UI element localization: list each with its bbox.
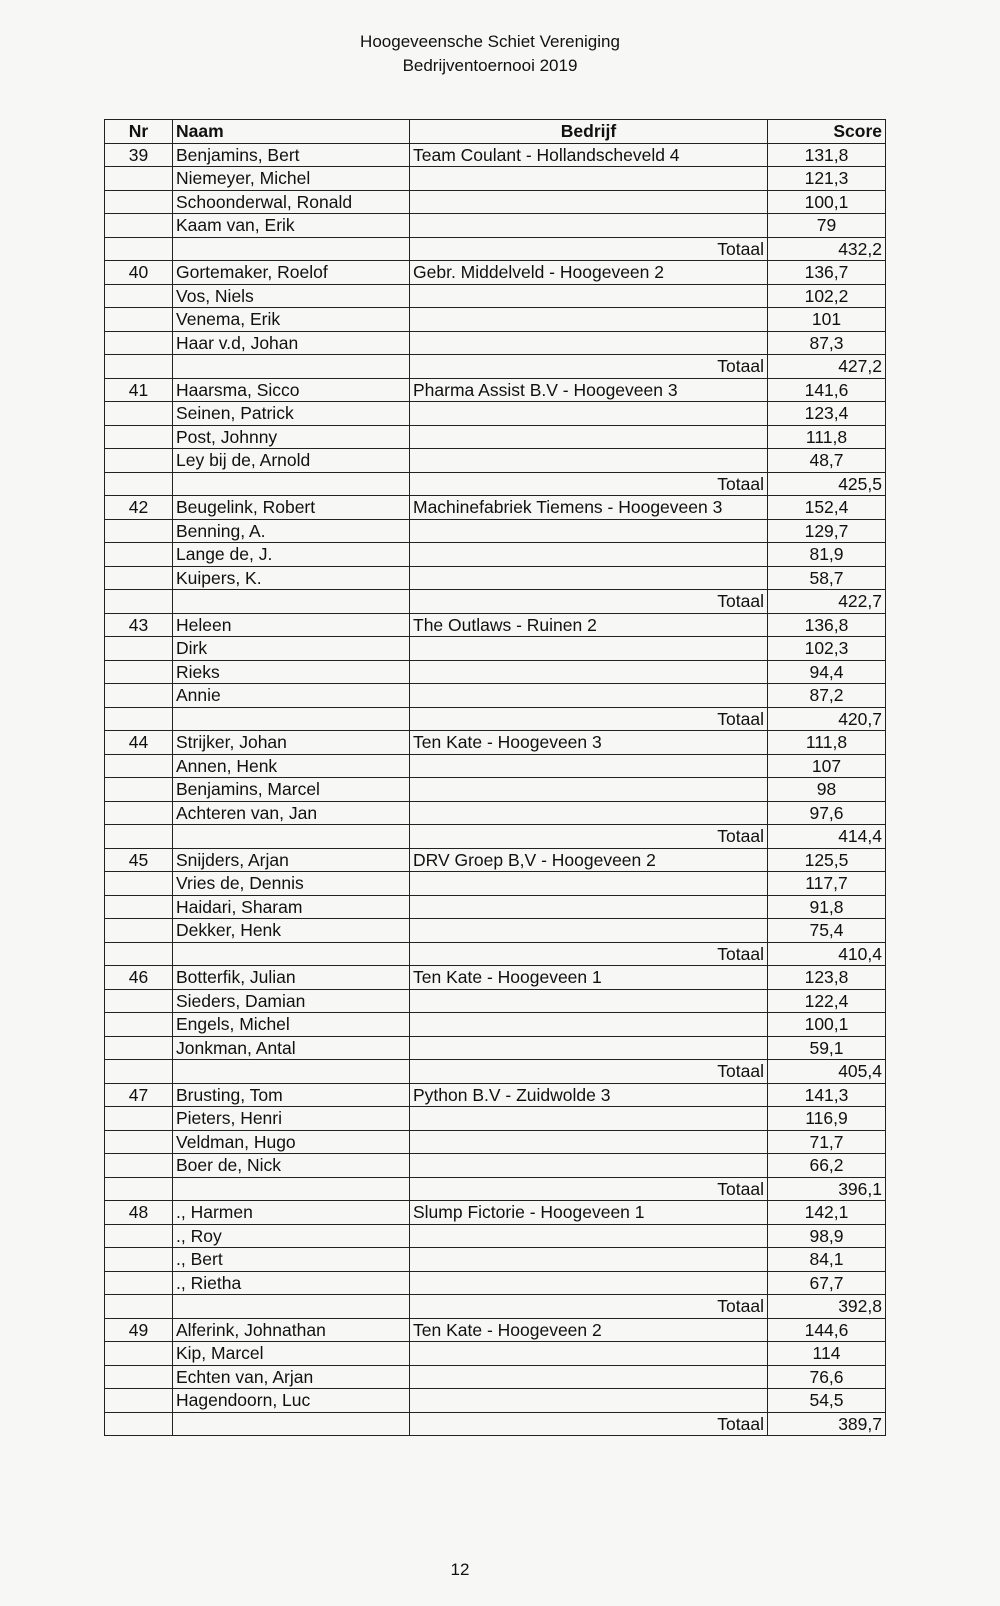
shooter-score: 102,3 bbox=[768, 637, 886, 661]
team-number bbox=[105, 1271, 173, 1295]
document-header bbox=[0, 30, 980, 78]
company-name bbox=[410, 1271, 768, 1295]
table-row bbox=[105, 1083, 886, 1107]
page-number: 12 bbox=[450, 1560, 470, 1579]
total-label: Totaal bbox=[410, 355, 768, 379]
table-row bbox=[105, 1365, 886, 1389]
shooter-score: 123,4 bbox=[768, 402, 886, 426]
shooter-name: Boer de, Nick bbox=[173, 1154, 410, 1178]
shooter-score: 98 bbox=[768, 778, 886, 802]
shooter-name: Jonkman, Antal bbox=[173, 1036, 410, 1060]
shooter-name: Schoonderwal, Ronald bbox=[173, 190, 410, 214]
empty-cell bbox=[173, 942, 410, 966]
shooter-score: 131,8 bbox=[768, 143, 886, 167]
shooter-name: Annie bbox=[173, 684, 410, 708]
team-number: 46 bbox=[105, 966, 173, 990]
table-row bbox=[105, 519, 886, 543]
team-number bbox=[105, 190, 173, 214]
team-number: 41 bbox=[105, 378, 173, 402]
total-label: Totaal bbox=[410, 1060, 768, 1084]
total-label: Totaal bbox=[410, 942, 768, 966]
shooter-name: ., Roy bbox=[173, 1224, 410, 1248]
team-number bbox=[105, 801, 173, 825]
shooter-score: 116,9 bbox=[768, 1107, 886, 1131]
shooter-name: ., Bert bbox=[173, 1248, 410, 1272]
table-row bbox=[105, 1389, 886, 1413]
team-number bbox=[105, 1013, 173, 1037]
shooter-name: Gortemaker, Roelof bbox=[173, 261, 410, 285]
shooter-name: Strijker, Johan bbox=[173, 731, 410, 755]
table-row bbox=[105, 449, 886, 473]
team-total-score: 396,1 bbox=[768, 1177, 886, 1201]
company-name: Gebr. Middelveld - Hoogeveen 2 bbox=[410, 261, 768, 285]
shooter-name: Veldman, Hugo bbox=[173, 1130, 410, 1154]
shooter-score: 91,8 bbox=[768, 895, 886, 919]
empty-cell bbox=[105, 825, 173, 849]
table-row bbox=[105, 989, 886, 1013]
team-number bbox=[105, 566, 173, 590]
shooter-score: 141,3 bbox=[768, 1083, 886, 1107]
empty-cell bbox=[105, 355, 173, 379]
company-name bbox=[410, 778, 768, 802]
total-label: Totaal bbox=[410, 1412, 768, 1436]
company-name bbox=[410, 519, 768, 543]
team-number bbox=[105, 519, 173, 543]
table-row bbox=[105, 566, 886, 590]
company-name bbox=[410, 872, 768, 896]
shooter-name: Dekker, Henk bbox=[173, 919, 410, 943]
team-number bbox=[105, 778, 173, 802]
table-row bbox=[105, 331, 886, 355]
table-row bbox=[105, 543, 886, 567]
total-label: Totaal bbox=[410, 1295, 768, 1319]
team-number bbox=[105, 1224, 173, 1248]
team-total-score: 389,7 bbox=[768, 1412, 886, 1436]
shooter-name: ., Rietha bbox=[173, 1271, 410, 1295]
table-row bbox=[105, 1342, 886, 1366]
team-number bbox=[105, 308, 173, 332]
team-number bbox=[105, 1107, 173, 1131]
company-name bbox=[410, 1389, 768, 1413]
team-number: 49 bbox=[105, 1318, 173, 1342]
company-name bbox=[410, 167, 768, 191]
shooter-score: 94,4 bbox=[768, 660, 886, 684]
table-row bbox=[105, 1154, 886, 1178]
table-row bbox=[105, 1107, 886, 1131]
shooter-name: Benjamins, Marcel bbox=[173, 778, 410, 802]
shooter-score: 87,2 bbox=[768, 684, 886, 708]
team-number bbox=[105, 1248, 173, 1272]
table-row bbox=[105, 1224, 886, 1248]
shooter-name: Dirk bbox=[173, 637, 410, 661]
table-row bbox=[105, 895, 886, 919]
company-name bbox=[410, 895, 768, 919]
table-row bbox=[105, 143, 886, 167]
shooter-name: Rieks bbox=[173, 660, 410, 684]
company-name: DRV Groep B,V - Hoogeveen 2 bbox=[410, 848, 768, 872]
table-row bbox=[105, 214, 886, 238]
team-total-score: 392,8 bbox=[768, 1295, 886, 1319]
company-name bbox=[410, 449, 768, 473]
shooter-score: 67,7 bbox=[768, 1271, 886, 1295]
team-number bbox=[105, 1389, 173, 1413]
empty-cell bbox=[173, 237, 410, 261]
total-label: Totaal bbox=[410, 472, 768, 496]
team-total-row bbox=[105, 1177, 886, 1201]
team-total-row bbox=[105, 237, 886, 261]
shooter-name: Brusting, Tom bbox=[173, 1083, 410, 1107]
team-number: 44 bbox=[105, 731, 173, 755]
team-total-score: 405,4 bbox=[768, 1060, 886, 1084]
team-total-score: 422,7 bbox=[768, 590, 886, 614]
company-name bbox=[410, 1365, 768, 1389]
empty-cell bbox=[173, 472, 410, 496]
shooter-score: 66,2 bbox=[768, 1154, 886, 1178]
company-name bbox=[410, 1107, 768, 1131]
shooter-score: 48,7 bbox=[768, 449, 886, 473]
team-number bbox=[105, 895, 173, 919]
empty-cell bbox=[173, 1060, 410, 1084]
company-name bbox=[410, 1154, 768, 1178]
team-total-score: 425,5 bbox=[768, 472, 886, 496]
table-row bbox=[105, 684, 886, 708]
shooter-score: 79 bbox=[768, 214, 886, 238]
table-row bbox=[105, 1248, 886, 1272]
table-row bbox=[105, 1013, 886, 1037]
table-row bbox=[105, 801, 886, 825]
tournament-title: Bedrijventoernooi 2019 bbox=[402, 56, 578, 75]
table-row bbox=[105, 190, 886, 214]
company-name bbox=[410, 1248, 768, 1272]
shooter-score: 142,1 bbox=[768, 1201, 886, 1225]
shooter-score: 75,4 bbox=[768, 919, 886, 943]
shooter-name: Benjamins, Bert bbox=[173, 143, 410, 167]
empty-cell bbox=[105, 590, 173, 614]
shooter-name: Engels, Michel bbox=[173, 1013, 410, 1037]
company-name bbox=[410, 331, 768, 355]
shooter-name: Lange de, J. bbox=[173, 543, 410, 567]
team-number bbox=[105, 1154, 173, 1178]
team-number bbox=[105, 1130, 173, 1154]
table-row bbox=[105, 848, 886, 872]
team-total-row bbox=[105, 1060, 886, 1084]
team-number: 47 bbox=[105, 1083, 173, 1107]
shooter-name: ., Harmen bbox=[173, 1201, 410, 1225]
shooter-name: Botterfik, Julian bbox=[173, 966, 410, 990]
company-name bbox=[410, 660, 768, 684]
total-label: Totaal bbox=[410, 1177, 768, 1201]
shooter-name: Vries de, Dennis bbox=[173, 872, 410, 896]
company-name bbox=[410, 284, 768, 308]
team-number bbox=[105, 402, 173, 426]
table-row bbox=[105, 613, 886, 637]
shooter-score: 125,5 bbox=[768, 848, 886, 872]
company-name: The Outlaws - Ruinen 2 bbox=[410, 613, 768, 637]
company-name: Team Coulant - Hollandscheveld 4 bbox=[410, 143, 768, 167]
shooter-score: 81,9 bbox=[768, 543, 886, 567]
shooter-name: Alferink, Johnathan bbox=[173, 1318, 410, 1342]
table-row bbox=[105, 1201, 886, 1225]
column-header-naam: Naam bbox=[173, 120, 410, 144]
table-row bbox=[105, 378, 886, 402]
team-number: 40 bbox=[105, 261, 173, 285]
score-table bbox=[104, 119, 886, 1436]
shooter-score: 58,7 bbox=[768, 566, 886, 590]
table-row bbox=[105, 919, 886, 943]
team-number bbox=[105, 660, 173, 684]
company-name bbox=[410, 402, 768, 426]
team-number bbox=[105, 754, 173, 778]
team-total-score: 410,4 bbox=[768, 942, 886, 966]
team-number: 45 bbox=[105, 848, 173, 872]
club-name: Hoogeveensche Schiet Vereniging bbox=[360, 32, 620, 51]
shooter-name: Annen, Henk bbox=[173, 754, 410, 778]
empty-cell bbox=[173, 355, 410, 379]
team-number: 43 bbox=[105, 613, 173, 637]
empty-cell bbox=[173, 590, 410, 614]
total-label: Totaal bbox=[410, 825, 768, 849]
team-total-row bbox=[105, 472, 886, 496]
company-name bbox=[410, 684, 768, 708]
shooter-score: 100,1 bbox=[768, 1013, 886, 1037]
shooter-score: 121,3 bbox=[768, 167, 886, 191]
shooter-score: 111,8 bbox=[768, 731, 886, 755]
shooter-name: Haar v.d, Johan bbox=[173, 331, 410, 355]
shooter-score: 117,7 bbox=[768, 872, 886, 896]
team-number bbox=[105, 989, 173, 1013]
team-number: 48 bbox=[105, 1201, 173, 1225]
shooter-name: Benning, A. bbox=[173, 519, 410, 543]
shooter-score: 71,7 bbox=[768, 1130, 886, 1154]
shooter-score: 54,5 bbox=[768, 1389, 886, 1413]
shooter-score: 111,8 bbox=[768, 425, 886, 449]
total-label: Totaal bbox=[410, 707, 768, 731]
shooter-name: Kaam van, Erik bbox=[173, 214, 410, 238]
column-header-bedrijf: Bedrijf bbox=[410, 120, 768, 144]
table-row bbox=[105, 1271, 886, 1295]
shooter-name: Echten van, Arjan bbox=[173, 1365, 410, 1389]
team-number bbox=[105, 872, 173, 896]
shooter-score: 84,1 bbox=[768, 1248, 886, 1272]
table-row bbox=[105, 425, 886, 449]
company-name bbox=[410, 1224, 768, 1248]
company-name bbox=[410, 425, 768, 449]
team-total-row bbox=[105, 1412, 886, 1436]
table-row bbox=[105, 496, 886, 520]
shooter-name: Haidari, Sharam bbox=[173, 895, 410, 919]
empty-cell bbox=[173, 1412, 410, 1436]
team-number bbox=[105, 684, 173, 708]
empty-cell bbox=[105, 1177, 173, 1201]
empty-cell bbox=[105, 942, 173, 966]
shooter-score: 100,1 bbox=[768, 190, 886, 214]
shooter-score: 59,1 bbox=[768, 1036, 886, 1060]
shooter-score: 97,6 bbox=[768, 801, 886, 825]
team-total-row bbox=[105, 707, 886, 731]
company-name: Ten Kate - Hoogeveen 2 bbox=[410, 1318, 768, 1342]
table-row bbox=[105, 1130, 886, 1154]
company-name bbox=[410, 1036, 768, 1060]
table-row bbox=[105, 872, 886, 896]
shooter-name: Ley bij de, Arnold bbox=[173, 449, 410, 473]
shooter-score: 136,7 bbox=[768, 261, 886, 285]
company-name bbox=[410, 919, 768, 943]
company-name bbox=[410, 1342, 768, 1366]
shooter-name: Seinen, Patrick bbox=[173, 402, 410, 426]
team-total-row bbox=[105, 1295, 886, 1319]
team-total-score: 427,2 bbox=[768, 355, 886, 379]
team-total-score: 432,2 bbox=[768, 237, 886, 261]
shooter-score: 141,6 bbox=[768, 378, 886, 402]
empty-cell bbox=[173, 825, 410, 849]
shooter-name: Niemeyer, Michel bbox=[173, 167, 410, 191]
column-header-nr: Nr bbox=[105, 120, 173, 144]
shooter-name: Vos, Niels bbox=[173, 284, 410, 308]
shooter-name: Kip, Marcel bbox=[173, 1342, 410, 1366]
team-number bbox=[105, 167, 173, 191]
shooter-name: Hagendoorn, Luc bbox=[173, 1389, 410, 1413]
table-row bbox=[105, 308, 886, 332]
team-total-row bbox=[105, 590, 886, 614]
shooter-score: 98,9 bbox=[768, 1224, 886, 1248]
company-name bbox=[410, 801, 768, 825]
table-row bbox=[105, 1036, 886, 1060]
shooter-name: Achteren van, Jan bbox=[173, 801, 410, 825]
team-number bbox=[105, 1036, 173, 1060]
shooter-name: Post, Johnny bbox=[173, 425, 410, 449]
team-number bbox=[105, 543, 173, 567]
shooter-name: Sieders, Damian bbox=[173, 989, 410, 1013]
shooter-score: 114 bbox=[768, 1342, 886, 1366]
empty-cell bbox=[105, 1060, 173, 1084]
table-row bbox=[105, 261, 886, 285]
empty-cell bbox=[105, 707, 173, 731]
team-total-row bbox=[105, 355, 886, 379]
shooter-score: 136,8 bbox=[768, 613, 886, 637]
shooter-score: 76,6 bbox=[768, 1365, 886, 1389]
table-body bbox=[105, 143, 886, 1436]
shooter-score: 102,2 bbox=[768, 284, 886, 308]
company-name: Pharma Assist B.V - Hoogeveen 3 bbox=[410, 378, 768, 402]
column-header-score: Score bbox=[768, 120, 886, 144]
table-row bbox=[105, 637, 886, 661]
empty-cell bbox=[105, 1295, 173, 1319]
team-total-row bbox=[105, 825, 886, 849]
company-name: Ten Kate - Hoogeveen 1 bbox=[410, 966, 768, 990]
empty-cell bbox=[105, 472, 173, 496]
empty-cell bbox=[105, 237, 173, 261]
team-total-row bbox=[105, 942, 886, 966]
team-number bbox=[105, 214, 173, 238]
table-row bbox=[105, 284, 886, 308]
team-total-score: 420,7 bbox=[768, 707, 886, 731]
shooter-name: Haarsma, Sicco bbox=[173, 378, 410, 402]
company-name: Python B.V - Zuidwolde 3 bbox=[410, 1083, 768, 1107]
company-name bbox=[410, 637, 768, 661]
company-name bbox=[410, 190, 768, 214]
team-number bbox=[105, 284, 173, 308]
team-number bbox=[105, 1342, 173, 1366]
company-name: Machinefabriek Tiemens - Hoogeveen 3 bbox=[410, 496, 768, 520]
empty-cell bbox=[173, 1295, 410, 1319]
company-name bbox=[410, 214, 768, 238]
team-number bbox=[105, 425, 173, 449]
shooter-score: 101 bbox=[768, 308, 886, 332]
company-name bbox=[410, 1013, 768, 1037]
shooter-name: Beugelink, Robert bbox=[173, 496, 410, 520]
team-total-score: 414,4 bbox=[768, 825, 886, 849]
team-number bbox=[105, 331, 173, 355]
shooter-name: Snijders, Arjan bbox=[173, 848, 410, 872]
company-name bbox=[410, 754, 768, 778]
shooter-score: 122,4 bbox=[768, 989, 886, 1013]
table-row bbox=[105, 167, 886, 191]
table-row bbox=[105, 754, 886, 778]
table-row bbox=[105, 778, 886, 802]
team-number bbox=[105, 449, 173, 473]
team-number bbox=[105, 1365, 173, 1389]
company-name bbox=[410, 308, 768, 332]
company-name: Slump Fictorie - Hoogeveen 1 bbox=[410, 1201, 768, 1225]
total-label: Totaal bbox=[410, 590, 768, 614]
total-label: Totaal bbox=[410, 237, 768, 261]
shooter-name: Heleen bbox=[173, 613, 410, 637]
shooter-name: Venema, Erik bbox=[173, 308, 410, 332]
company-name: Ten Kate - Hoogeveen 3 bbox=[410, 731, 768, 755]
table-row bbox=[105, 966, 886, 990]
team-number: 39 bbox=[105, 143, 173, 167]
shooter-score: 87,3 bbox=[768, 331, 886, 355]
team-number bbox=[105, 919, 173, 943]
team-number bbox=[105, 637, 173, 661]
empty-cell bbox=[173, 1177, 410, 1201]
shooter-score: 107 bbox=[768, 754, 886, 778]
empty-cell bbox=[173, 707, 410, 731]
shooter-name: Kuipers, K. bbox=[173, 566, 410, 590]
shooter-score: 144,6 bbox=[768, 1318, 886, 1342]
table-row bbox=[105, 660, 886, 684]
company-name bbox=[410, 566, 768, 590]
table-row bbox=[105, 1318, 886, 1342]
company-name bbox=[410, 989, 768, 1013]
team-number: 42 bbox=[105, 496, 173, 520]
company-name bbox=[410, 543, 768, 567]
company-name bbox=[410, 1130, 768, 1154]
shooter-name: Pieters, Henri bbox=[173, 1107, 410, 1131]
empty-cell bbox=[105, 1412, 173, 1436]
table-row bbox=[105, 402, 886, 426]
shooter-score: 123,8 bbox=[768, 966, 886, 990]
table-header-row bbox=[105, 120, 886, 144]
shooter-score: 152,4 bbox=[768, 496, 886, 520]
table-row bbox=[105, 731, 886, 755]
shooter-score: 129,7 bbox=[768, 519, 886, 543]
